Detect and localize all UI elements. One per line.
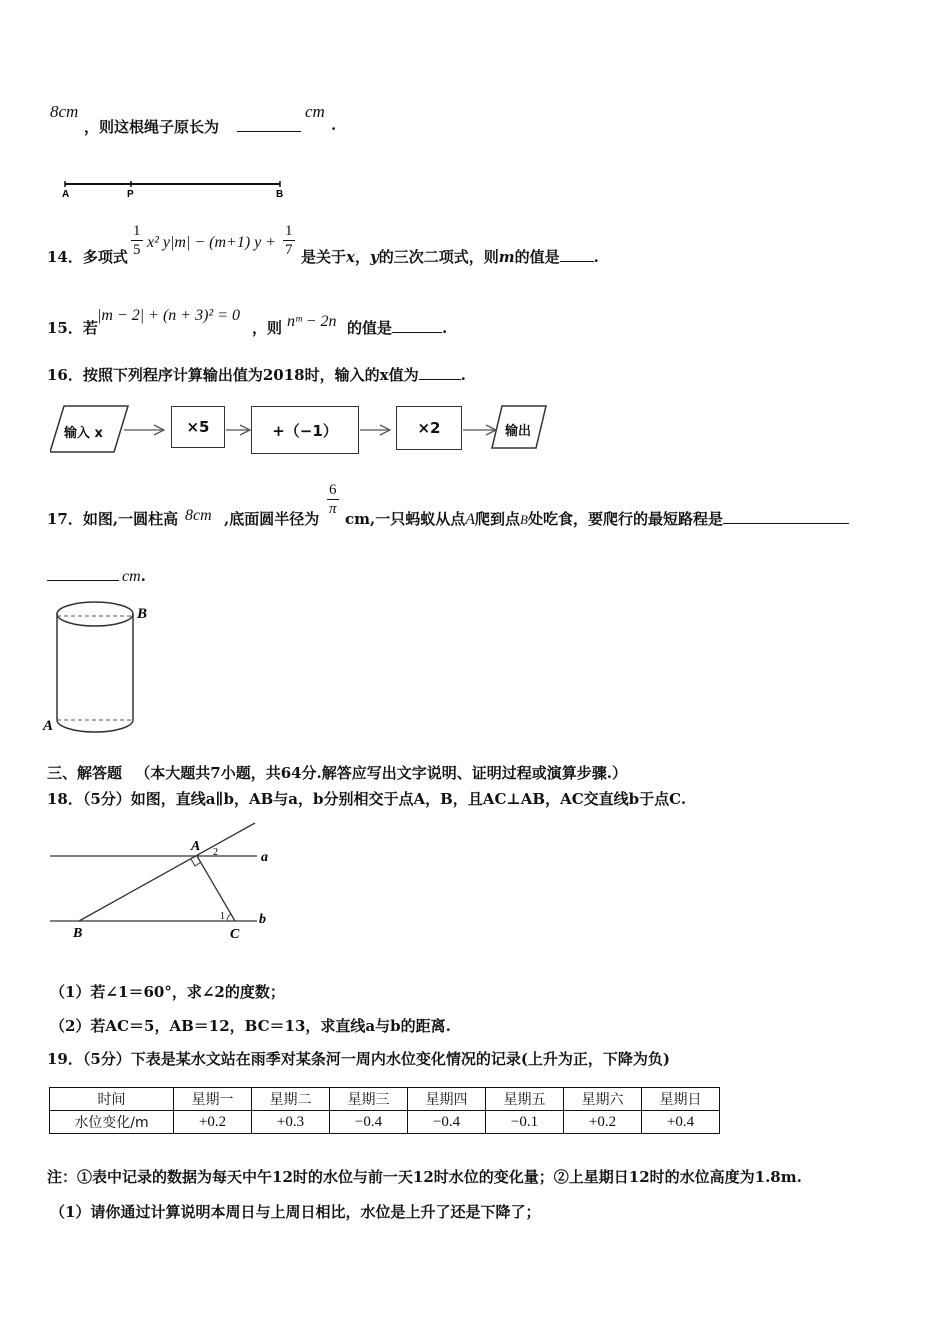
q14-var-y: y (369, 248, 379, 266)
table-header-cell: 星期六 (564, 1088, 642, 1111)
flow-output-label: 输出 (505, 424, 532, 439)
q13-answer-blank[interactable] (237, 117, 301, 132)
section-3-description: （本大题共7小题，共64分.解答应写出文字说明、证明过程或演算步骤.） (135, 764, 628, 782)
flow-box-multiply-5: ×5 (171, 406, 225, 448)
cylinder-bottom-front (57, 720, 133, 732)
q14-fraction-2 (283, 222, 295, 259)
segment-ac (197, 856, 235, 921)
q14-line (47, 222, 927, 272)
q13-end: . (331, 116, 337, 134)
q15-line (47, 305, 927, 337)
label-angle-2: 2 (213, 847, 218, 858)
q17-text-2 (345, 508, 849, 529)
q17-text: ,底面圆半径为 (224, 510, 320, 528)
q14-text-a: 是关于 (301, 248, 347, 266)
q14-frac2-num: 1 (285, 223, 293, 239)
q14-comma: ， (354, 248, 370, 266)
q13-question-text: ，则这根绳子原长为 (84, 118, 220, 136)
q17-height: 8cm (185, 507, 212, 524)
cylinder-label-b: B (137, 606, 148, 622)
q14-text-c: 的值是 (514, 248, 560, 266)
flow-box-multiply-2: ×2 (396, 406, 462, 450)
q13-line (47, 100, 927, 140)
q16-answer-blank[interactable] (419, 365, 461, 380)
table-row-label: 水位变化/m (50, 1111, 174, 1134)
q15-text-b: 的值是 (347, 319, 393, 337)
angle-1-arc (227, 914, 231, 921)
q17-text-d: 处吃食，要爬行的最短路程是 (527, 510, 723, 528)
label-angle-1: 1 (220, 911, 225, 922)
label-point-c: C (230, 927, 240, 942)
q18-geometry-figure (45, 815, 285, 945)
q14-frac2-den: 7 (285, 242, 293, 258)
table-cell: −0.4 (408, 1111, 486, 1134)
q16-text: 16．按照下列程序计算输出值为2018时，输入的x值为 (47, 366, 419, 384)
label-point-b: B (73, 926, 83, 941)
q15-expression: nᵐ − 2n (287, 313, 337, 330)
table-header-cell: 星期三 (330, 1088, 408, 1111)
label-b: B (276, 189, 284, 200)
water-level-table (49, 1087, 720, 1134)
q17-text-b: cm,一只蚂蚁从点 (345, 510, 466, 528)
label-point-a: A (191, 839, 201, 854)
table-cell: +0.3 (252, 1111, 330, 1134)
q17-line (47, 480, 927, 530)
table-cell: −0.4 (330, 1111, 408, 1134)
q14-answer-blank[interactable] (560, 247, 594, 262)
table-cell: +0.2 (564, 1111, 642, 1134)
q19-stem: 19．（5分）下表是某水文站在雨季对某条河一周内水位变化情况的记录(上升为正，下降为负) (47, 1050, 671, 1068)
table-header-cell: 时间 (50, 1088, 174, 1111)
table-header-row (50, 1088, 720, 1111)
q14-expression: x² y|m| − (m+1) y + (147, 234, 277, 251)
table-cell: +0.2 (174, 1111, 252, 1134)
table-header-cell: 星期日 (642, 1088, 720, 1111)
q14-var-x: x (346, 248, 355, 266)
q17-end: . (140, 567, 146, 585)
table-row (50, 1111, 720, 1134)
q16-line (47, 364, 466, 385)
table-cell: +0.4 (642, 1111, 720, 1134)
q14-var-m: m (498, 248, 515, 266)
q17-answer-blank-1[interactable] (723, 509, 849, 524)
table-header-cell: 星期二 (252, 1088, 330, 1111)
q15-number: 15．若 (47, 319, 98, 337)
q17-answer-blank-2[interactable] (47, 566, 119, 581)
q15-answer-blank[interactable] (392, 318, 442, 333)
flow-input-label: 输入 x (64, 426, 103, 441)
q18-part-1: （1）若∠1＝60°，求∠2的度数； (50, 983, 285, 1001)
q13-unit: cm (305, 102, 325, 121)
q14-number: 14．多项式 (47, 248, 128, 266)
label-line-a: a (261, 850, 268, 865)
q15-text-2 (347, 317, 447, 338)
q17-number: 17．如图,一圆柱高 (47, 510, 179, 528)
q17-frac-den: π (329, 501, 337, 517)
q17-point-b: B (520, 512, 528, 527)
q17-text-c: 爬到点 (475, 510, 521, 528)
q15-equation: |m − 2| + (n + 3)² = 0 (97, 307, 240, 324)
cylinder-top (57, 602, 133, 626)
label-line-b: b (259, 912, 266, 927)
q13-length-value: 8cm (50, 102, 79, 121)
q15-end: . (442, 319, 448, 337)
q17-radius-fraction (327, 481, 339, 518)
q14-text (301, 246, 599, 267)
q17-unit: cm (122, 568, 141, 585)
cylinder-label-a: A (43, 718, 54, 734)
q19-part-1: （1）请你通过计算说明本周日与上周日相比，水位是上升了还是下降了； (50, 1203, 541, 1221)
q16-end: . (460, 366, 466, 384)
q17-line-2 (47, 566, 146, 586)
q17-cylinder-figure (40, 596, 160, 736)
table-header-cell: 星期四 (408, 1088, 486, 1111)
q13-rope-figure (55, 175, 295, 203)
q14-frac1-num: 1 (133, 223, 141, 239)
table-cell: −0.1 (486, 1111, 564, 1134)
q14-end: . (593, 248, 599, 266)
section-3-heading (47, 762, 627, 783)
label-p: P (127, 189, 134, 200)
flow-box-add-minus-1: +（−1） (251, 406, 359, 454)
table-header-cell: 星期一 (174, 1088, 252, 1111)
q17-point-a: A (465, 511, 476, 528)
q14-fraction-1 (131, 222, 143, 259)
q18-part-2: （2）若AC＝5，AB＝12，BC＝13，求直线a与b的距离. (50, 1017, 451, 1035)
q14-frac1-den: 5 (133, 242, 141, 258)
section-3-title: 三、解答题 (47, 764, 123, 782)
q14-text-b: 的三次二项式，则 (378, 248, 499, 266)
table-header-cell: 星期五 (486, 1088, 564, 1111)
q19-note: 注：①表中记录的数据为每天中午12时的水位与前一天12时水位的变化量；②上星期日12时的水位高度为1.8m. (47, 1168, 802, 1186)
q17-frac-num: 6 (327, 481, 339, 500)
q15-text: ，则 (252, 319, 283, 337)
line-ab-extended (79, 823, 255, 921)
q18-stem: 18．（5分）如图，直线a∥b，AB与a，b分别相交于点A，B，且AC⊥AB，AC交直线b于点C. (47, 790, 687, 808)
label-a: A (62, 189, 70, 200)
